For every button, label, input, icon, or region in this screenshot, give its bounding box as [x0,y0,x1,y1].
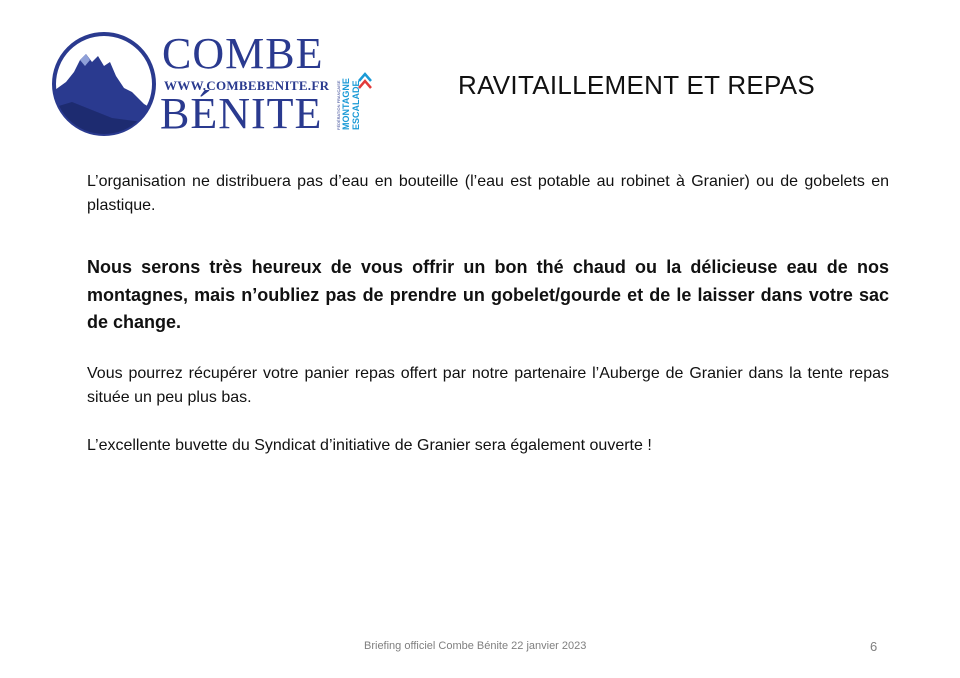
paragraph-meal-basket: Vous pourrez récupérer votre panier repas offert par notre partenaire l’Auberge de Granier dans la tente repas située un peu plus bas. [87,365,889,406]
ffme-montagne-text: MONTAGNE [341,78,351,130]
ffme-escalade-text: ESCALADE [351,80,361,130]
paragraph-cup-reminder: Nous serons très heureux de vous offrir un bon thé chaud ou la délicieuse eau de nos montagnes, mais n’oubliez pas de prendre un gobelet/gourde et de le laisser dans votre sac de change. [87,257,889,332]
ffme-small-text: FÉDÉRATION FRANÇAISE [336,80,341,130]
paragraph-refreshment-bar: L’excellente buvette du Syndicat d’initiative de Granier sera également ouverte ! [87,437,652,454]
page-number: 6 [870,639,878,654]
logo-url-text: WWW.COMBEBENITE.FR [164,78,330,93]
logo-combe-text: COMBE [162,29,324,78]
slide-title: RAVITAILLEMENT ET REPAS [458,70,816,100]
ffme-logo [336,40,372,130]
paragraph-water: L’organisation ne distribuera pas d’eau en bouteille (l’eau est potable au robinet à Granier) ou de gobelets en plastique. [87,173,889,214]
mountain-logo-icon [52,32,158,136]
combe-benite-logo [52,29,372,138]
logo-benite-text: BÉNITE [160,89,323,138]
slide-footer: Briefing officiel Combe Bénite 22 janvier 2023 [364,640,587,652]
